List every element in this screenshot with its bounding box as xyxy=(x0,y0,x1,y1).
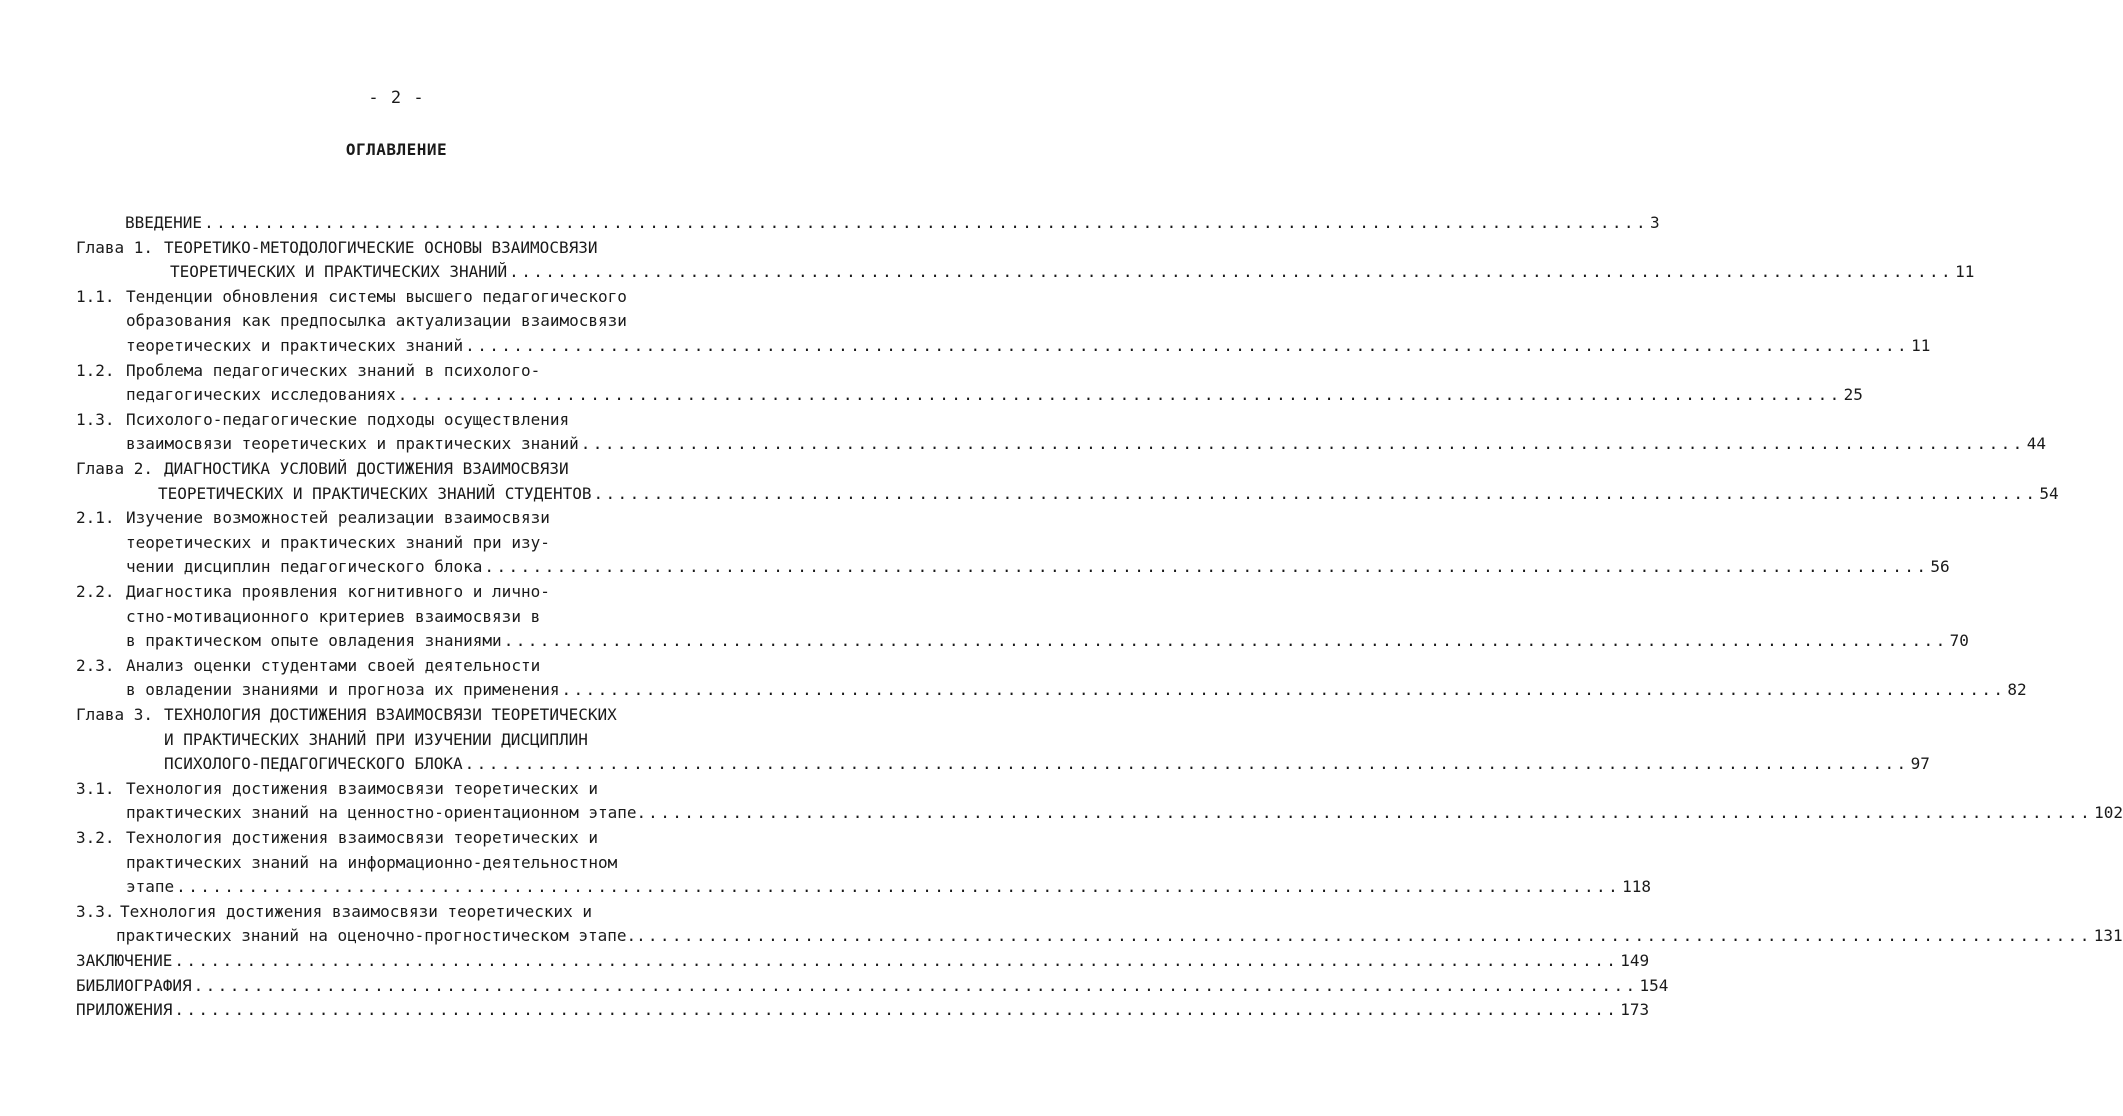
toc-page-number: 97 xyxy=(1910,754,1930,774)
toc-entry-line xyxy=(116,923,2123,949)
toc-entry-title: Проблема педагогических знаний в психолого- xyxy=(126,360,541,380)
toc-entry-number: 2.3. xyxy=(76,655,115,675)
toc-title: ОГЛАВЛЕНИЕ xyxy=(345,140,448,159)
toc-page-number: 102 xyxy=(2094,803,2123,823)
toc-entry-line xyxy=(126,874,1652,900)
toc-entry-continuation xyxy=(76,579,684,605)
toc-entry-title: педагогических исследованиях xyxy=(126,385,396,405)
toc-entry-line xyxy=(164,751,1930,777)
toc-entry-title: ДИАГНОСТИКА УСЛОВИЙ ДОСТИЖЕНИЯ ВЗАИМОСВЯЗИ xyxy=(164,459,569,478)
toc-page-number: 3 xyxy=(1650,213,1660,232)
toc-entry-title: взаимосвязи теоретических и практических знаний xyxy=(126,434,579,454)
dot-leader: ........................................................................................................................ xyxy=(647,926,2092,946)
toc-entry-continuation xyxy=(76,899,684,925)
toc-entry-title: в овладении знаниями и прогноза их применения xyxy=(126,680,560,700)
toc-entry-title: Психолого-педагогические подходы осуществления xyxy=(126,409,570,429)
toc-entry-title: ТЕОРЕТИКО-МЕТОДОЛОГИЧЕСКИЕ ОСНОВЫ ВЗАИМОСВЯЗИ xyxy=(164,237,598,257)
toc-entry-continuation xyxy=(76,284,684,310)
toc-entry-number: 1.2. xyxy=(76,360,115,380)
toc-entry-line xyxy=(76,948,1650,974)
toc-entry-line xyxy=(126,800,2123,826)
toc-page-number: 149 xyxy=(1620,951,1650,970)
dot-leader: ........................................................................................................................ xyxy=(593,483,2038,503)
toc-entry-line xyxy=(125,210,1660,236)
toc-entry-continuation xyxy=(164,727,684,753)
toc-entry-line xyxy=(76,997,1650,1023)
toc-entry-number: 3.1. xyxy=(76,778,115,798)
toc-entry-line xyxy=(126,554,1950,580)
toc-entry-title: Технология достижения взаимосвязи теоретических и xyxy=(126,778,599,798)
toc-entry-title: Технология достижения взаимосвязи теоретических и xyxy=(126,828,599,847)
toc-page-number: 173 xyxy=(1620,1000,1650,1020)
toc-page-number: 25 xyxy=(1843,385,1863,405)
toc-entry-continuation xyxy=(76,407,684,433)
dot-leader: ........................................................................................................................ xyxy=(397,385,1842,405)
toc-page-number: 11 xyxy=(1911,336,1931,355)
dot-leader: ........................................................................................................................ xyxy=(193,975,1638,995)
toc-entry-title: И ПРАКТИЧЕСКИХ ЗНАНИЙ ПРИ ИЗУЧЕНИИ ДИСЦИПЛИН xyxy=(164,729,588,749)
toc-entry-continuation xyxy=(76,653,684,679)
toc-entry-title: чении дисциплин педагогического блока xyxy=(126,557,483,577)
toc-entry-title: Анализ оценки студентами своей деятельности xyxy=(126,655,541,675)
toc-entry-line xyxy=(126,431,2046,457)
toc-entry-title: ТЕОРЕТИЧЕСКИХ И ПРАКТИЧЕСКИХ ЗНАНИЙ СТУДЕНТОВ xyxy=(158,483,592,503)
toc-entry-line xyxy=(126,382,1863,408)
toc-page-number: 118 xyxy=(1622,877,1652,897)
toc-entry-continuation xyxy=(76,505,684,531)
toc-page-number: 70 xyxy=(1949,631,1969,651)
dot-leader: ........................................................................................................................ xyxy=(561,680,2006,700)
toc-entry-title: ЗАКЛЮЧЕНИЕ xyxy=(76,951,173,970)
toc-entry-continuation xyxy=(126,530,684,556)
toc-entry-continuation xyxy=(76,235,684,261)
toc-entry-number: 2.1. xyxy=(76,508,115,528)
toc-entry-number: 1.1. xyxy=(76,286,115,306)
dot-leader: ........................................................................................................................ xyxy=(648,803,2093,823)
toc-entry-title: образования как предпосылка актуализации взаимосвязи xyxy=(126,311,627,331)
toc-entry-number: 1.3. xyxy=(76,409,115,429)
toc-entry-title: стно-мотивационного критериев взаимосвязи в xyxy=(126,606,541,626)
toc-entry-line xyxy=(126,333,1931,359)
toc-entry-title: Технология достижения взаимосвязи теоретических и xyxy=(120,901,593,921)
toc-entry-continuation xyxy=(76,776,684,802)
toc-entry-continuation xyxy=(76,702,684,728)
toc-entry-number: Глава 3. xyxy=(76,705,154,724)
toc-entry-number: Глава 1. xyxy=(76,237,154,257)
toc-entry-title: ТЕХНОЛОГИЯ ДОСТИЖЕНИЯ ВЗАИМОСВЯЗИ ТЕОРЕТИЧЕСКИХ xyxy=(164,705,617,724)
dot-leader: ........................................................................................................................ xyxy=(509,262,1954,282)
toc-entry-number: 2.2. xyxy=(76,582,115,601)
toc-entry-title: теоретических и практических знаний xyxy=(126,336,464,355)
toc-entry-title: практических знаний на оценочно-прогностическом этапе.. xyxy=(116,926,646,946)
page-number: - 2 - xyxy=(368,88,425,108)
dot-leader: ........................................................................................................................ xyxy=(464,754,1909,774)
toc-entry-title: Тенденции обновления системы высшего педагогического xyxy=(126,286,627,306)
dot-leader: ........................................................................................................................ xyxy=(176,877,1621,897)
toc-entry-title: этапе xyxy=(126,877,175,897)
toc-page-number: 82 xyxy=(2007,680,2027,700)
dot-leader: ........................................................................................................................ xyxy=(174,951,1619,970)
toc-entry-title: практических знаний на информационно-деятельностном xyxy=(126,852,618,872)
toc-entry-number: 3.3. xyxy=(76,901,115,921)
toc-entry-title: Изучение возможностей реализации взаимосвязи xyxy=(126,508,550,528)
toc-page-number: 131 xyxy=(2093,926,2123,946)
toc-entry-title: практических знаний на ценностно-ориентационном этапе. xyxy=(126,803,647,823)
toc-entry-title: ВВЕДЕНИЕ xyxy=(125,213,203,232)
toc-entry-number: 3.2. xyxy=(76,828,115,847)
toc-entry-title: в практическом опыте овладения знаниями xyxy=(126,631,502,651)
dot-leader: ........................................................................................................................ xyxy=(484,557,1929,577)
toc-page-number: 54 xyxy=(2039,483,2059,503)
toc-entry-continuation xyxy=(126,850,684,876)
toc-entry-continuation xyxy=(76,358,684,384)
toc-entry-title: ТЕОРЕТИЧЕСКИХ И ПРАКТИЧЕСКИХ ЗНАНИЙ xyxy=(170,262,508,282)
dot-leader: ........................................................................................................................ xyxy=(465,336,1910,355)
toc-entry-line xyxy=(158,481,2059,507)
toc-entry-line xyxy=(76,973,1669,999)
toc-entry-title: ПСИХОЛОГО-ПЕДАГОГИЧЕСКОГО БЛОКА xyxy=(164,754,463,774)
toc-entry-line xyxy=(126,677,2027,703)
toc-entry-continuation xyxy=(126,308,684,334)
toc-entry-line xyxy=(126,628,1969,654)
toc-page-number: 11 xyxy=(1955,262,1975,282)
toc-entry-continuation xyxy=(76,456,684,482)
dot-leader: ........................................................................................................................ xyxy=(174,1000,1619,1020)
toc-entry-continuation xyxy=(76,825,684,851)
toc-entry-continuation xyxy=(126,604,684,630)
toc-page-number: 44 xyxy=(2026,434,2046,454)
toc-entry-title: БИБЛИОГРАФИЯ xyxy=(76,975,192,995)
toc-entry-title: теоретических и практических знаний при изу- xyxy=(126,532,550,552)
toc-entry-line xyxy=(170,259,1975,285)
dot-leader: ........................................................................................................................ xyxy=(503,631,1948,651)
toc-entry-title: Диагностика проявления когнитивного и лично- xyxy=(126,582,550,601)
toc-entry-title: ПРИЛОЖЕНИЯ xyxy=(76,1000,173,1020)
toc-entry-number: Глава 2. xyxy=(76,459,154,478)
toc-page-number: 56 xyxy=(1930,557,1950,577)
dot-leader: ........................................................................................................................ xyxy=(580,434,2025,454)
toc-page-number: 154 xyxy=(1639,975,1669,995)
dot-leader: ........................................................................................................................ xyxy=(204,213,1648,232)
